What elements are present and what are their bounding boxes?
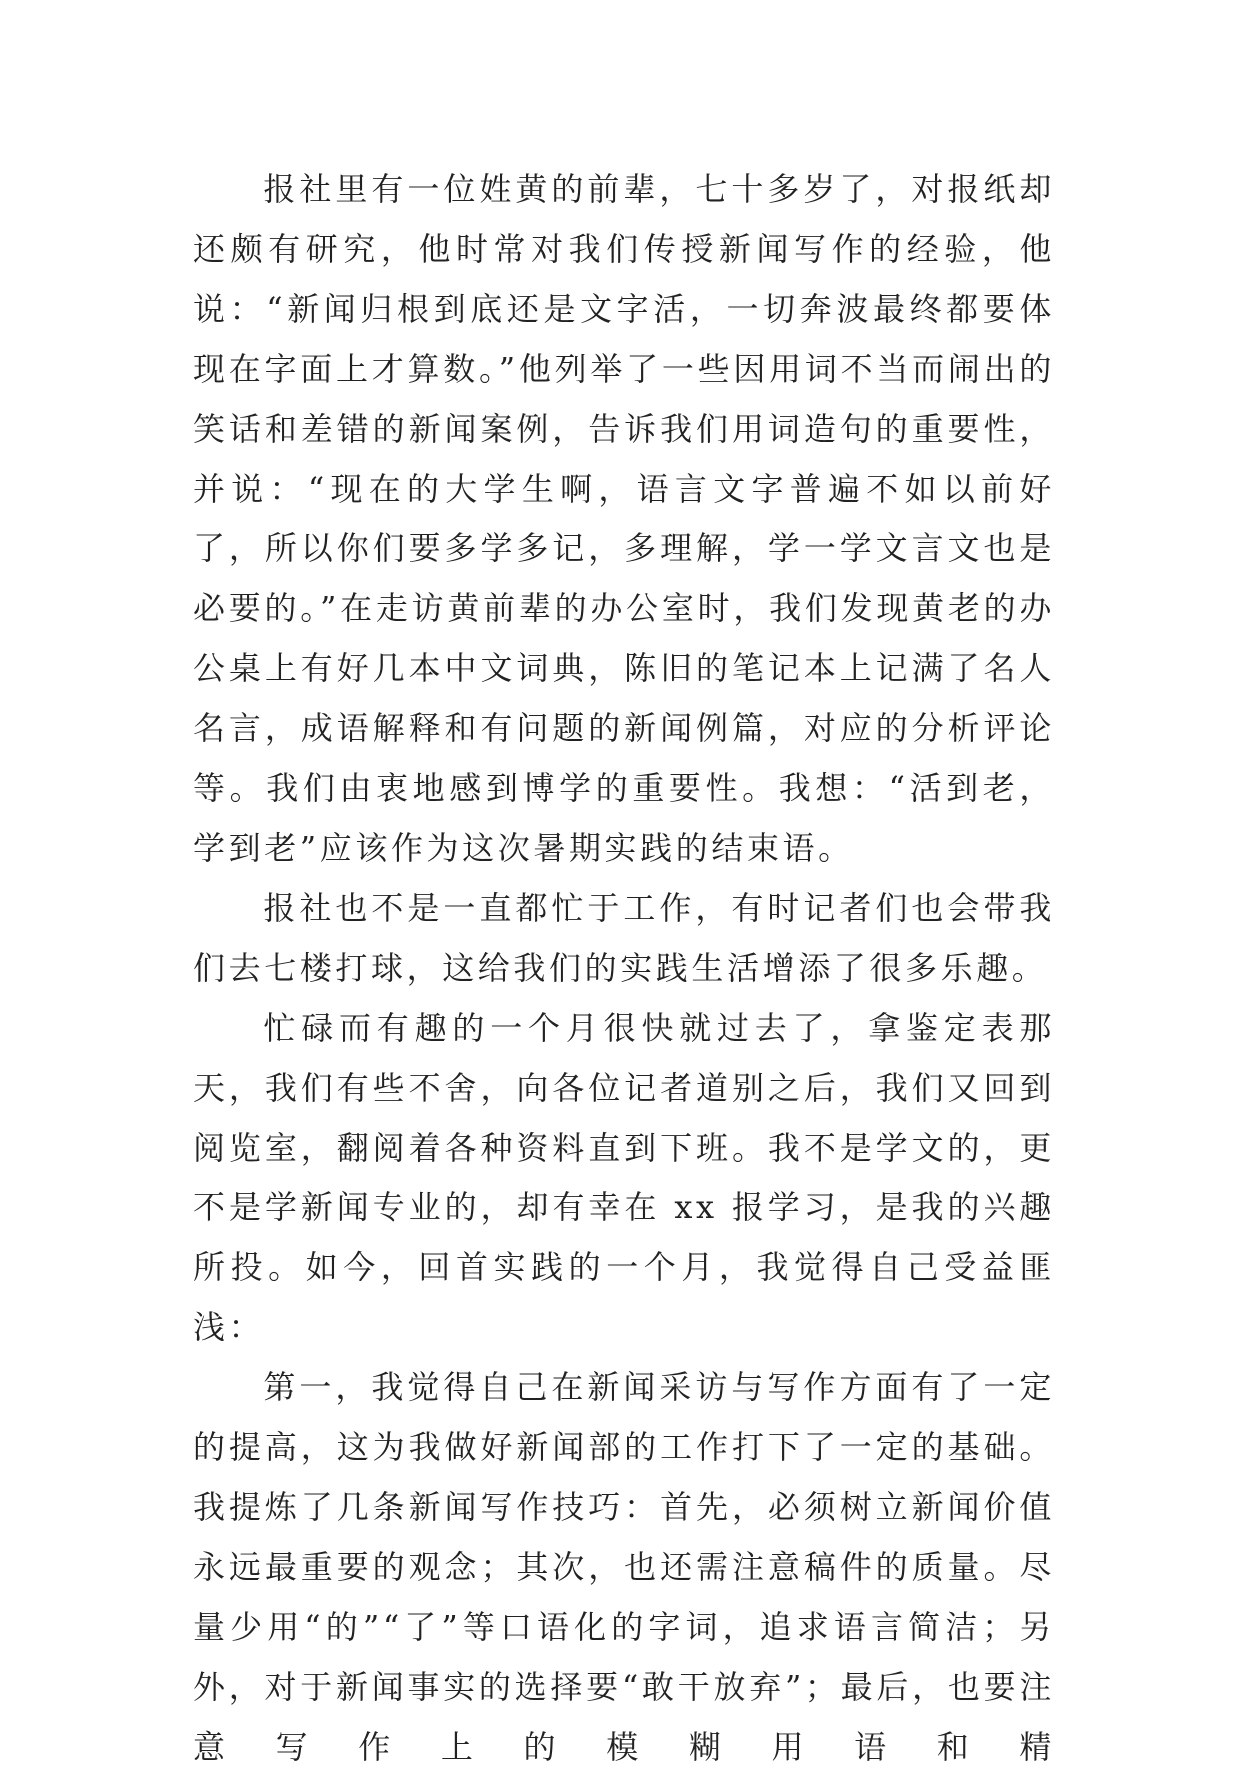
- paragraph-leisure: 报社也不是一直都忙于工作，有时记者们也会带我们去七楼打球，这给我们的实践生活增添了很多乐趣。: [193, 888, 1055, 987]
- document-body: [193, 160, 1055, 1777]
- paragraph-first-gain: 第一，我觉得自己在新闻采访与写作方面有了一定的提高，这为我做好新闻部的工作打下了一定的基础。我提炼了几条新闻写作技巧：首先，必须树立新闻价值永远最重要的观念；其次，也还需注意稿件的质量。尽量少用“的”“了”等口语化的字词，追求语言简洁；另外，对于新闻事实的选择要“敢干放弃”；最后，也要注意写作上的模糊用语和精: [193, 1368, 1055, 1766]
- paragraph-mentor: 报社里有一位姓黄的前辈，七十多岁了，对报纸却还颇有研究，他时常对我们传授新闻写作的经验，他说：“新闻归根到底还是文字活，一切奔波最终都要体现在字面上才算数。”他列举了一些因用词不当而闹出的笑话和差错的新闻案例，告诉我们用词造句的重要性，并说：“现在的大学生啊，语言文字普遍不如以前好了，所以你们要多学多记，多理解，学一学文言文也是必要的。”在走访黄前辈的办公室时，我们发现黄老的办公桌上有好几本中文词典，陈旧的笔记本上记满了名人名言，成语解释和有问题的新闻例篇，对应的分析评论等。我们由衷地感到博学的重要性。我想：“活到老，学到老”应该作为这次暑期实践的结束语。: [193, 170, 1055, 867]
- paragraph-reflection: 忙碌而有趣的一个月很快就过去了，拿鉴定表那天，我们有些不舍，向各位记者道别之后，我们又回到阅览室，翻阅着各种资料直到下班。我不是学文的，更不是学新闻专业的，却有幸在 xx 报学习，是我的兴趣所投。如今，回首实践的一个月，我觉得自己受益匪浅：: [193, 1008, 1055, 1347]
